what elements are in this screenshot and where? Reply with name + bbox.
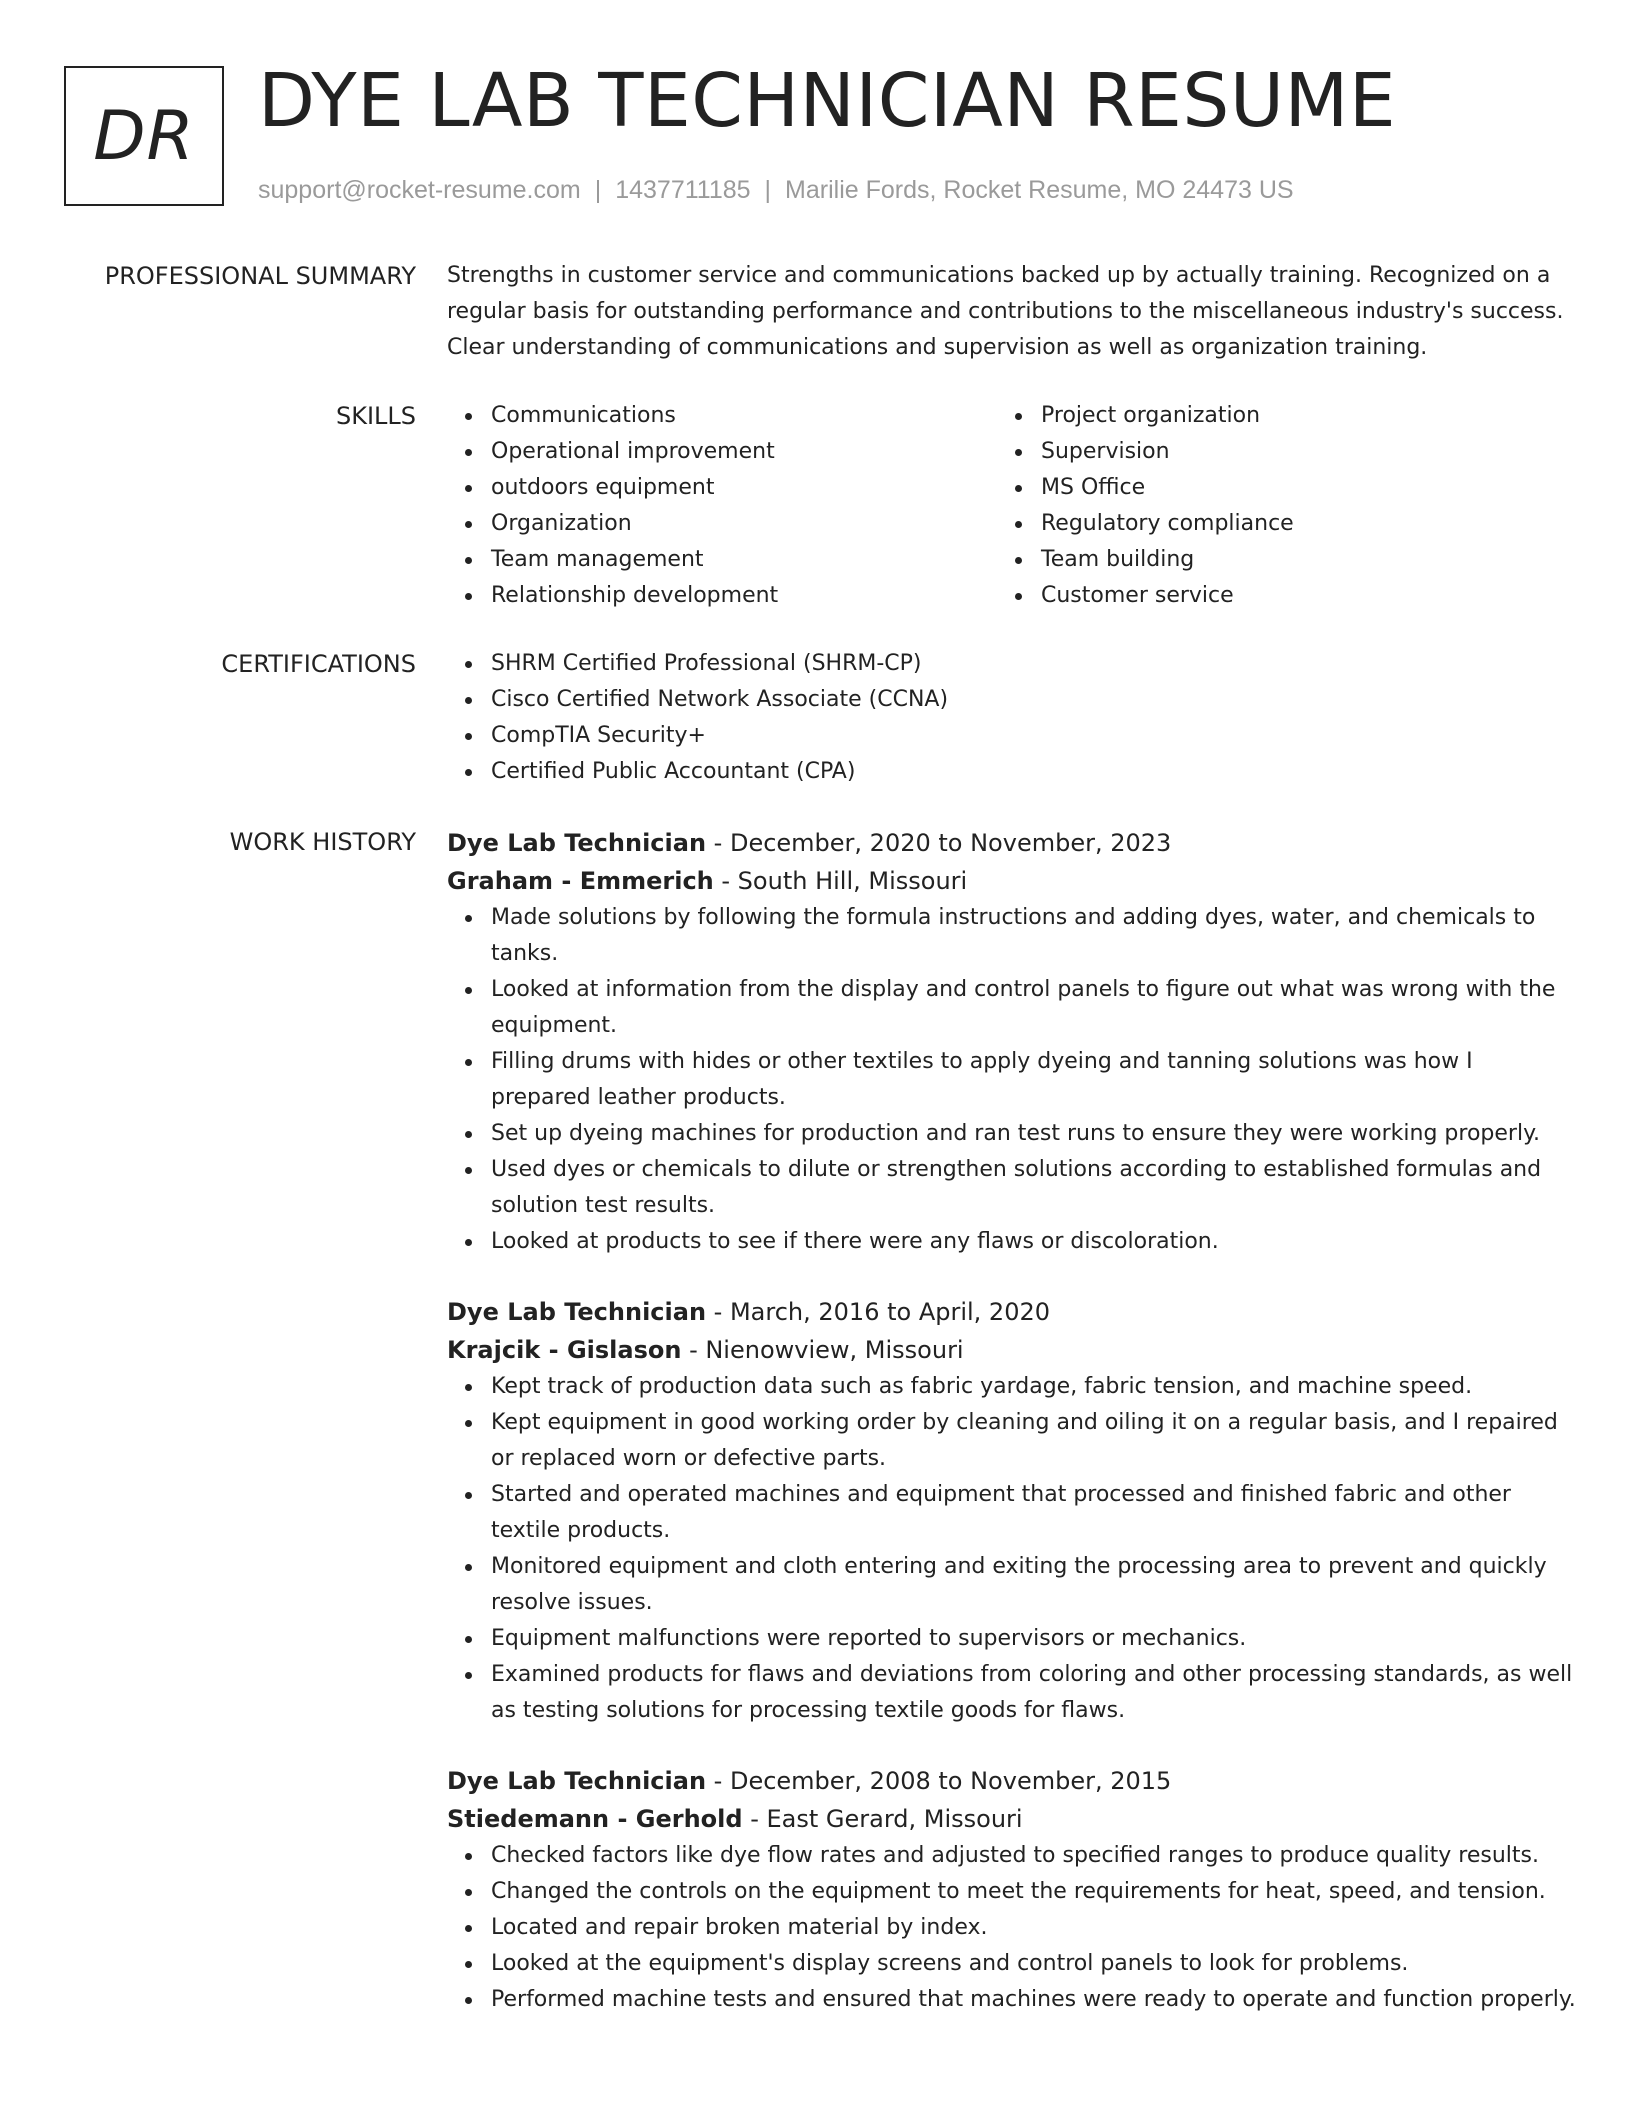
job-bullet: Equipment malfunctions were reported to supervisors or mechanics. (491, 1621, 1577, 1657)
skills-body (447, 398, 1577, 614)
skills-column-left (447, 398, 997, 614)
job-location: - East Gerard, Missouri (742, 1805, 1023, 1833)
job-company-line (447, 1800, 1577, 1838)
skill-item: Relationship development (491, 578, 997, 614)
work-history-heading: WORK HISTORY (229, 828, 416, 856)
certifications-body (447, 646, 1577, 790)
contact-email: support@rocket-resume.com (258, 176, 581, 204)
skill-item: outdoors equipment (491, 470, 997, 506)
job-company-line (447, 1331, 1577, 1369)
skill-item: Project organization (1041, 398, 1547, 434)
skill-item: Customer service (1041, 578, 1547, 614)
job-bullet: Kept track of production data such as fabric yardage, fabric tension, and machine speed. (491, 1369, 1577, 1405)
summary-body (447, 258, 1577, 366)
job-dates: - December, 2020 to November, 2023 (706, 829, 1172, 857)
contact-address: Marilie Fords, Rocket Resume, MO 24473 US (785, 176, 1294, 204)
contact-phone: 1437711185 (615, 176, 751, 204)
skill-item: MS Office (1041, 470, 1547, 506)
contact-line (258, 172, 1294, 208)
certifications-list (447, 646, 1577, 790)
job-bullet: Changed the controls on the equipment to meet the requirements for heat, speed, and tension. (491, 1874, 1577, 1910)
job-bullet: Checked factors like dye flow rates and adjusted to specified ranges to produce quality results. (491, 1838, 1577, 1874)
skill-item: Team building (1041, 542, 1547, 578)
skills-list-left (447, 398, 997, 614)
job-entry (447, 1762, 1577, 2018)
job-dates: - December, 2008 to November, 2015 (706, 1767, 1172, 1795)
job-bullet: Looked at products to see if there were any flaws or discoloration. (491, 1224, 1577, 1260)
job-title: Dye Lab Technician (447, 1767, 707, 1795)
certification-item: SHRM Certified Professional (SHRM-CP) (491, 646, 1577, 682)
job-company: Graham - Emmerich (447, 867, 714, 895)
job-bullets (447, 1838, 1577, 2018)
certification-item: Certified Public Accountant (CPA) (491, 754, 1577, 790)
job-bullet: Looked at the equipment's display screens and control panels to look for problems. (491, 1946, 1577, 1982)
job-bullet: Located and repair broken material by index. (491, 1910, 1577, 1946)
contact-separator: | (764, 176, 772, 204)
job-location: - South Hill, Missouri (713, 867, 968, 895)
job-bullet: Performed machine tests and ensured that machines were ready to operate and function properly. (491, 1982, 1577, 2018)
job-title-line (447, 824, 1577, 862)
job-bullet: Kept equipment in good working order by cleaning and oiling it on a regular basis, and I repaired or replaced worn or defective parts. (491, 1405, 1577, 1477)
job-title-line (447, 1762, 1577, 1800)
skill-item: Supervision (1041, 434, 1547, 470)
contact-separator: | (594, 176, 602, 204)
monogram-badge: DR (64, 66, 224, 206)
summary-text: Strengths in customer service and communications backed up by actually training. Recognized on a regular basis for outstanding performance and contributions to the miscellaneous industry's success. Clear understanding of communications and supervision as well as organization training. (447, 263, 1564, 360)
job-bullet: Set up dyeing machines for production and ran test runs to ensure they were working properly. (491, 1116, 1577, 1152)
skill-item: Organization (491, 506, 997, 542)
job-bullet: Examined products for flaws and deviations from coloring and other processing standards, as well as testing solutions for processing textile goods for flaws. (491, 1657, 1577, 1729)
job-bullet: Filling drums with hides or other textiles to apply dyeing and tanning solutions was how I prepared leather products. (491, 1044, 1577, 1116)
work-history-body (447, 824, 1577, 2051)
job-company: Krajcik - Gislason (447, 1336, 682, 1364)
job-bullet: Started and operated machines and equipment that processed and finished fabric and other textile products. (491, 1477, 1577, 1549)
job-bullet: Monitored equipment and cloth entering and exiting the processing area to prevent and quickly resolve issues. (491, 1549, 1577, 1621)
skills-heading: SKILLS (335, 402, 416, 430)
certification-item: CompTIA Security+ (491, 718, 1577, 754)
job-entry (447, 1293, 1577, 1729)
certifications-heading: CERTIFICATIONS (221, 650, 416, 678)
summary-heading: PROFESSIONAL SUMMARY (104, 262, 416, 290)
job-title: Dye Lab Technician (447, 829, 707, 857)
certification-item: Cisco Certified Network Associate (CCNA) (491, 682, 1577, 718)
skills-list-right (997, 398, 1547, 614)
job-dates: - March, 2016 to April, 2020 (706, 1298, 1051, 1326)
job-company: Stiedemann - Gerhold (447, 1805, 743, 1833)
skill-item: Operational improvement (491, 434, 997, 470)
job-bullet: Used dyes or chemicals to dilute or strengthen solutions according to established formulas and solution test results. (491, 1152, 1577, 1224)
job-location: - Nienowview, Missouri (681, 1336, 964, 1364)
job-company-line (447, 862, 1577, 900)
job-title-line (447, 1293, 1577, 1331)
skills-column-right (997, 398, 1547, 614)
job-entry (447, 824, 1577, 1260)
job-bullet: Looked at information from the display and control panels to figure out what was wrong with the equipment. (491, 972, 1577, 1044)
job-bullets (447, 1369, 1577, 1729)
job-bullets (447, 900, 1577, 1260)
job-title: Dye Lab Technician (447, 1298, 707, 1326)
resume-title: DYE LAB TECHNICIAN RESUME (258, 58, 1397, 144)
skill-item: Communications (491, 398, 997, 434)
skill-item: Team management (491, 542, 997, 578)
skill-item: Regulatory compliance (1041, 506, 1547, 542)
job-bullet: Made solutions by following the formula instructions and adding dyes, water, and chemicals to tanks. (491, 900, 1577, 972)
